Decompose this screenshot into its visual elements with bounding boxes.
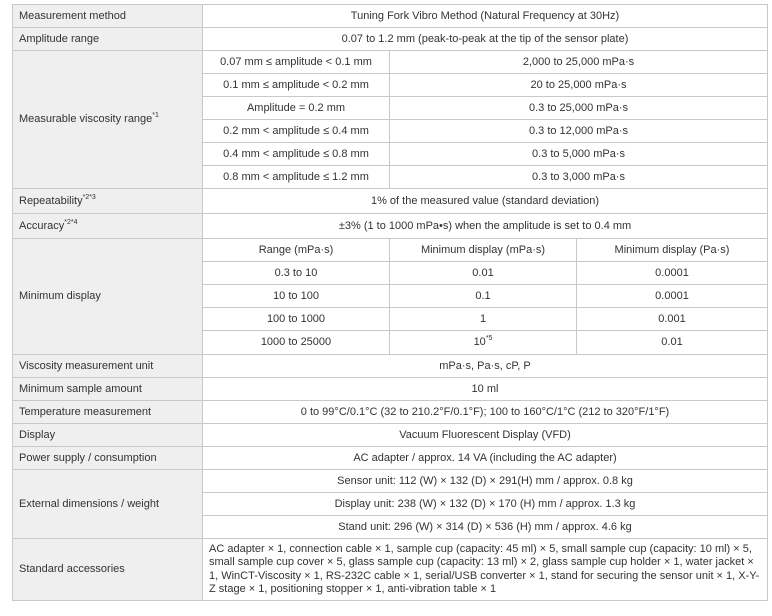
label-accuracy-text: Accuracy [19, 219, 65, 232]
value-amplitude-range: 0.07 to 1.2 mm (peak-to-peak at the tip of the sensor plate) [203, 28, 768, 51]
viscosity-amplitude-cell: 0.07 mm ≤ amplitude < 0.1 mm [203, 51, 390, 74]
min-display-pas: 0.01 [577, 331, 768, 355]
value-measurement-method: Tuning Fork Vibro Method (Natural Frequency at 30Hz) [203, 5, 768, 28]
footnote-mark: *5 [485, 335, 493, 342]
label-viscosity-unit: Viscosity measurement unit [13, 355, 203, 378]
min-display-header: Minimum display (mPa·s) [390, 239, 577, 262]
min-display-range: 1000 to 25000 [203, 331, 390, 355]
dimensions-row [13, 470, 768, 493]
viscosity-range-cell: 0.3 to 5,000 mPa·s [390, 143, 768, 166]
label-accuracy [13, 214, 203, 239]
viscosity-range-cell: 20 to 25,000 mPa·s [390, 74, 768, 97]
footnote-mark: *1 [152, 112, 159, 119]
dimensions-value: Stand unit: 296 (W) × 314 (D) × 536 (H) mm / approx. 4.6 kg [203, 516, 768, 539]
value-temperature: 0 to 99°C/0.1°C (32 to 210.2°F/0.1°F); 100 to 160°C/1°C (212 to 320°F/1°F) [203, 401, 768, 424]
row-accessories [13, 539, 768, 601]
row-measurement-method [13, 5, 768, 28]
min-display-range: 10 to 100 [203, 285, 390, 308]
label-repeatability [13, 189, 203, 214]
viscosity-range-cell: 0.3 to 25,000 mPa·s [390, 97, 768, 120]
row-minimum-sample [13, 378, 768, 401]
row-repeatability [13, 189, 768, 214]
min-display-mpas-value: 0.01 [472, 266, 494, 279]
label-display: Display [13, 424, 203, 447]
min-display-header: Minimum display (Pa·s) [577, 239, 768, 262]
label-repeatability-text: Repeatability [19, 194, 83, 207]
label-minimum-sample: Minimum sample amount [13, 378, 203, 401]
min-display-pas: 0.0001 [577, 285, 768, 308]
viscosity-amplitude-cell: Amplitude = 0.2 mm [203, 97, 390, 120]
min-display-mpas-value: 10 [473, 336, 486, 348]
label-power: Power supply / consumption [13, 447, 203, 470]
label-viscosity-range-text: Measurable viscosity range [19, 113, 153, 125]
min-display-pas: 0.0001 [577, 262, 768, 285]
label-viscosity-range [13, 51, 203, 189]
value-viscosity-unit: mPa·s, Pa·s, cP, P [203, 355, 768, 378]
label-minimum-display: Minimum display [13, 239, 203, 355]
viscosity-amplitude-cell: 0.1 mm ≤ amplitude < 0.2 mm [203, 74, 390, 97]
row-display [13, 424, 768, 447]
viscosity-range-cell: 0.3 to 12,000 mPa·s [390, 120, 768, 143]
row-temperature [13, 401, 768, 424]
min-display-mpas-value: 1 [479, 312, 487, 325]
min-display-range: 0.3 to 10 [203, 262, 390, 285]
row-viscosity-unit [13, 355, 768, 378]
viscosity-range-cell: 2,000 to 25,000 mPa·s [390, 51, 768, 74]
row-accuracy [13, 214, 768, 239]
min-display-header-row [13, 239, 768, 262]
min-display-range: 100 to 1000 [203, 308, 390, 331]
label-temperature: Temperature measurement [13, 401, 203, 424]
min-display-mpas [390, 262, 577, 285]
label-dimensions: External dimensions / weight [13, 470, 203, 539]
value-minimum-sample: 10 ml [203, 378, 768, 401]
value-accessories: AC adapter × 1, connection cable × 1, sample cup (capacity: 45 ml) × 5, small sample cup (capacity: 10 ml) × 5, small sample cup cover × 5, glass sample cup (capacity: 13 ml) × 2, glass sample cup holder × 1, water jacket × 1, WinCT-Viscosity × 1, RS-232C cable × 1, serial/USB converter × 1, stand for securing the sensor unit × 1, X-Y-Z stage × 1, positioning stopper × 1, anti-vibration table × 1 [203, 539, 768, 601]
min-display-mpas [390, 285, 577, 308]
viscosity-range-cell: 0.3 to 3,000 mPa·s [390, 166, 768, 189]
dimensions-value: Sensor unit: 112 (W) × 132 (D) × 291(H) mm / approx. 0.8 kg [203, 470, 768, 493]
min-display-mpas [390, 331, 577, 355]
viscosity-row [13, 51, 768, 74]
label-measurement-method: Measurement method [13, 5, 203, 28]
min-display-header: Range (mPa·s) [203, 239, 390, 262]
label-amplitude-range: Amplitude range [13, 28, 203, 51]
viscosity-amplitude-cell: 0.8 mm < amplitude ≤ 1.2 mm [203, 166, 390, 189]
viscosity-amplitude-cell: 0.4 mm < amplitude ≤ 0.8 mm [203, 143, 390, 166]
value-accuracy: ±3% (1 to 1000 mPa•s) when the amplitude is set to 0.4 mm [203, 214, 768, 239]
value-power: AC adapter / approx. 14 VA (including the AC adapter) [203, 447, 768, 470]
min-display-mpas [390, 308, 577, 331]
footnote-mark: *2*3 [82, 193, 96, 201]
viscosity-amplitude-cell: 0.2 mm < amplitude ≤ 0.4 mm [203, 120, 390, 143]
value-repeatability: 1% of the measured value (standard deviation) [203, 189, 768, 214]
min-display-mpas-value: 0.1 [475, 289, 491, 302]
row-power [13, 447, 768, 470]
row-amplitude-range [13, 28, 768, 51]
spec-table [12, 4, 768, 601]
dimensions-value: Display unit: 238 (W) × 132 (D) × 170 (H) mm / approx. 1.3 kg [203, 493, 768, 516]
min-display-pas: 0.001 [577, 308, 768, 331]
value-display: Vacuum Fluorescent Display (VFD) [203, 424, 768, 447]
label-accessories: Standard accessories [13, 539, 203, 601]
footnote-mark: *2*4 [64, 218, 78, 226]
